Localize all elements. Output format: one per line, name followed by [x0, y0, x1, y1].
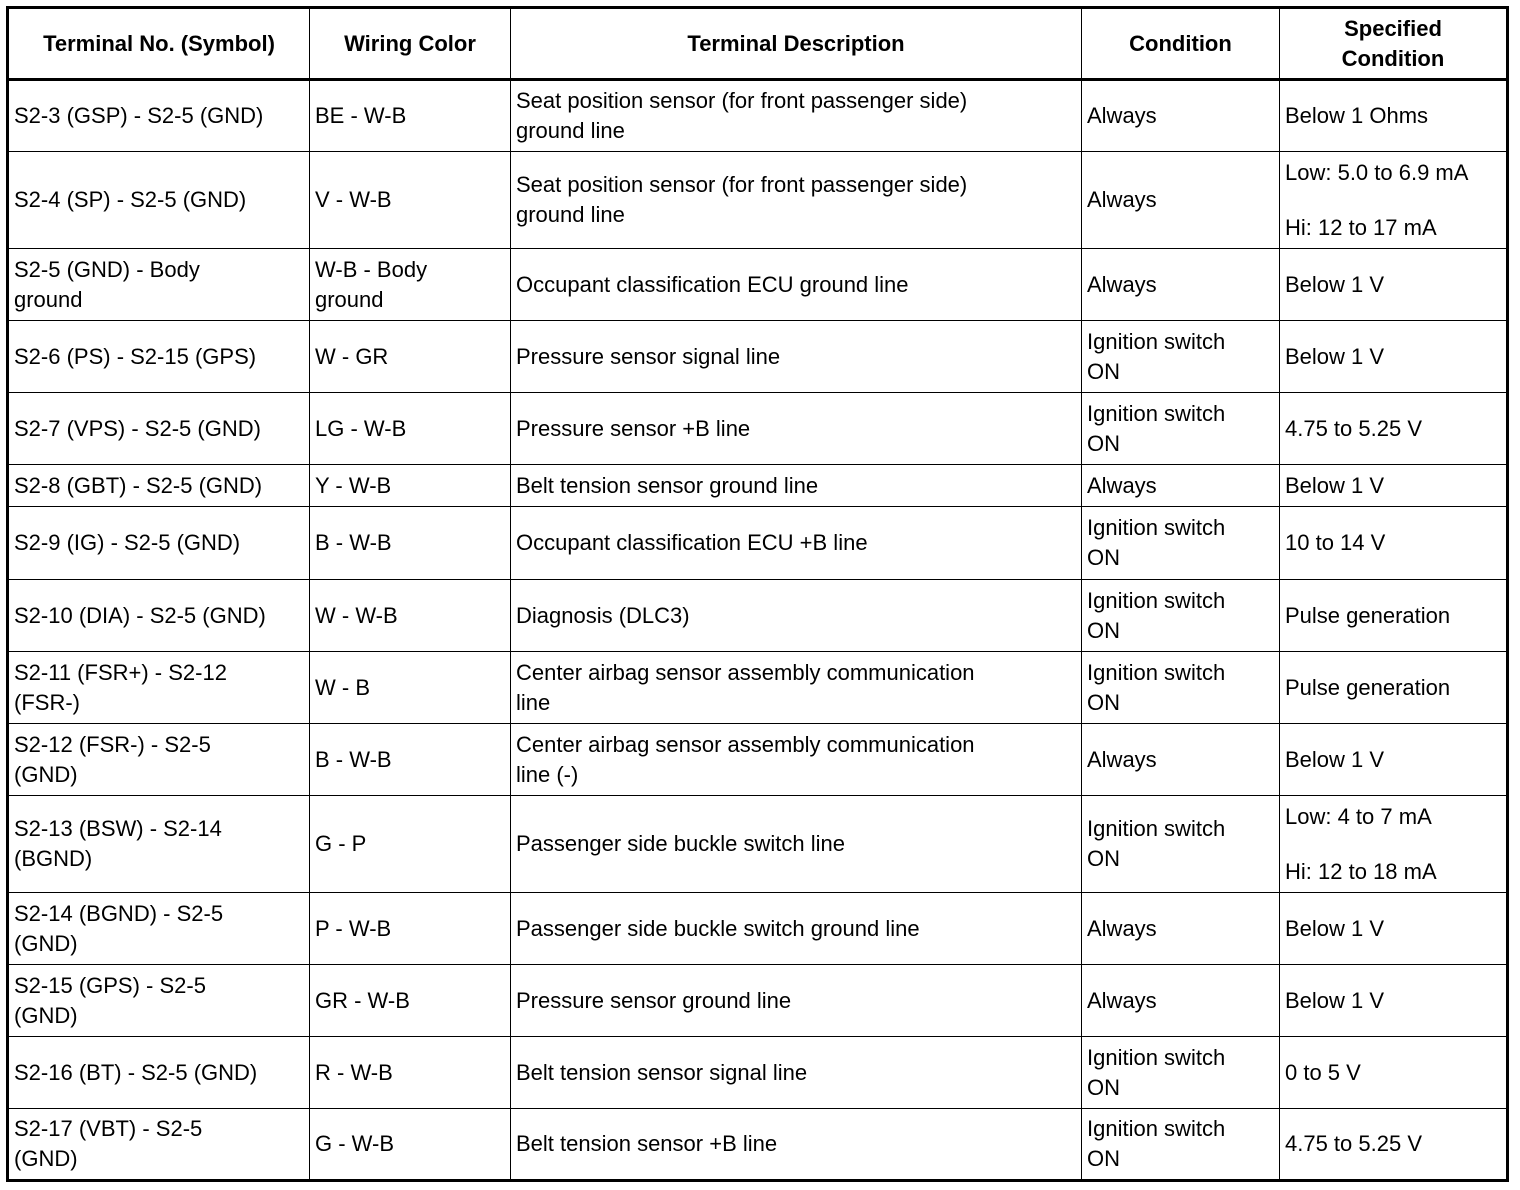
cell-text: Always — [1087, 187, 1157, 212]
cell-text: Below 1 V — [1285, 472, 1385, 498]
cell-text: S2-7 (VPS) - S2-5 (GND) — [14, 415, 261, 441]
cell-wiring-color — [310, 893, 511, 965]
cell-description — [511, 80, 1082, 152]
cell-text: G - W-B — [315, 1131, 395, 1156]
cell-condition — [1082, 893, 1280, 965]
cell-terminal — [8, 465, 310, 507]
header-specified-condition: Specified Condition — [1280, 8, 1508, 80]
cell-text: line — [516, 689, 551, 715]
cell-wiring-color — [310, 652, 511, 724]
table-row — [8, 1109, 1508, 1181]
cell-text: Center airbag sensor assembly communication — [516, 659, 975, 685]
cell-text: Seat position sensor (for front passenger side) — [516, 88, 968, 113]
cell-text: S2-15 (GPS) - S2-5 — [14, 972, 206, 998]
cell-text: Passenger side buckle switch ground line — [516, 915, 920, 941]
cell-text: S2-11 (FSR+) - S2-12 — [14, 659, 227, 685]
cell-text: Ignition switch — [1087, 515, 1226, 540]
cell-wiring-color — [310, 580, 511, 652]
cell-text: Ignition switch — [1087, 816, 1226, 841]
cell-condition — [1082, 580, 1280, 652]
cell-text: Hi: 12 to 18 mA — [1285, 858, 1437, 884]
cell-text: ON — [1087, 689, 1120, 715]
cell-text: Center airbag sensor assembly communication — [516, 731, 975, 757]
table-row — [8, 893, 1508, 965]
cell-text: S2-12 (FSR-) - S2-5 — [14, 731, 211, 757]
cell-wiring-color — [310, 465, 511, 507]
cell-specified-condition — [1280, 1037, 1508, 1109]
cell-text: S2-10 (DIA) - S2-5 (GND) — [14, 602, 266, 628]
cell-text: B - W-B — [315, 746, 392, 772]
cell-text: 10 to 14 V — [1285, 530, 1386, 555]
cell-specified-condition — [1280, 580, 1508, 652]
cell-text: Always — [1087, 987, 1157, 1013]
cell-condition — [1082, 321, 1280, 393]
cell-wiring-color — [310, 80, 511, 152]
cell-text: (GND) — [14, 761, 78, 787]
cell-text: Occupant classification ECU +B line — [516, 530, 868, 555]
cell-condition — [1082, 465, 1280, 507]
cell-description — [511, 1037, 1082, 1109]
table-row — [8, 580, 1508, 652]
table-row — [8, 249, 1508, 321]
cell-wiring-color — [310, 507, 511, 580]
cell-text: ON — [1087, 545, 1120, 570]
cell-text: W-B - Body — [315, 256, 428, 282]
cell-text: S2-16 (BT) - S2-5 (GND) — [14, 1059, 258, 1085]
cell-text: 0 to 5 V — [1285, 1059, 1361, 1085]
cell-text: S2-3 (GSP) - S2-5 (GND) — [14, 103, 264, 128]
cell-wiring-color — [310, 393, 511, 465]
cell-text: (GND) — [14, 930, 78, 956]
cell-text: S2-4 (SP) - S2-5 (GND) — [14, 187, 247, 212]
cell-wiring-color — [310, 1037, 511, 1109]
cell-text: Ignition switch — [1087, 659, 1226, 685]
cell-specified-condition — [1280, 965, 1508, 1037]
cell-specified-condition — [1280, 724, 1508, 796]
cell-text: Always — [1087, 271, 1157, 297]
cell-condition — [1082, 1037, 1280, 1109]
cell-text: Pulse generation — [1285, 674, 1451, 700]
cell-text: S2-8 (GBT) - S2-5 (GND) — [14, 472, 263, 498]
cell-text: Belt tension sensor signal line — [516, 1059, 808, 1085]
cell-text: B - W-B — [315, 530, 392, 555]
cell-description — [511, 796, 1082, 893]
cell-description — [511, 652, 1082, 724]
cell-condition — [1082, 507, 1280, 580]
terminal-spec-table — [6, 6, 1509, 1182]
cell-description — [511, 580, 1082, 652]
cell-text: 4.75 to 5.25 V — [1285, 415, 1422, 441]
cell-text: ground line — [516, 202, 625, 227]
cell-text: Always — [1087, 915, 1157, 941]
cell-specified-condition — [1280, 652, 1508, 724]
cell-text: Hi: 12 to 17 mA — [1285, 214, 1437, 240]
table-row — [8, 465, 1508, 507]
cell-condition — [1082, 965, 1280, 1037]
cell-text: Belt tension sensor ground line — [516, 472, 819, 498]
cell-specified-condition — [1280, 465, 1508, 507]
cell-specified-condition — [1280, 152, 1508, 249]
cell-text: Always — [1087, 472, 1157, 498]
table-row — [8, 965, 1508, 1037]
cell-description — [511, 249, 1082, 321]
cell-text: S2-13 (BSW) - S2-14 — [14, 816, 222, 841]
cell-specified-condition — [1280, 249, 1508, 321]
cell-text: ground — [14, 286, 83, 312]
cell-text: Below 1 V — [1285, 915, 1385, 941]
cell-text: Low: 4 to 7 mA — [1285, 803, 1432, 829]
cell-terminal — [8, 1037, 310, 1109]
cell-text: line (-) — [516, 761, 579, 787]
cell-text: (GND) — [14, 1002, 78, 1028]
cell-description — [511, 965, 1082, 1037]
cell-text: Pulse generation — [1285, 602, 1451, 628]
cell-specified-condition — [1280, 1109, 1508, 1181]
cell-text: S2-9 (IG) - S2-5 (GND) — [14, 530, 241, 555]
cell-wiring-color — [310, 724, 511, 796]
table-row — [8, 152, 1508, 249]
cell-description — [511, 507, 1082, 580]
cell-wiring-color — [310, 796, 511, 893]
cell-description — [511, 321, 1082, 393]
cell-text: Ignition switch — [1087, 328, 1226, 354]
cell-wiring-color — [310, 249, 511, 321]
cell-condition — [1082, 652, 1280, 724]
cell-text: Pressure sensor ground line — [516, 987, 792, 1013]
cell-specified-condition — [1280, 893, 1508, 965]
cell-text: BE - W-B — [315, 103, 407, 128]
cell-text: G - P — [315, 831, 367, 856]
cell-terminal — [8, 321, 310, 393]
cell-terminal — [8, 152, 310, 249]
cell-condition — [1082, 393, 1280, 465]
cell-text: Pressure sensor signal line — [516, 343, 781, 369]
cell-condition — [1082, 80, 1280, 152]
cell-specified-condition — [1280, 507, 1508, 580]
cell-text: W - W-B — [315, 602, 398, 628]
cell-text: Belt tension sensor +B line — [516, 1131, 778, 1156]
cell-wiring-color — [310, 965, 511, 1037]
cell-wiring-color — [310, 152, 511, 249]
table-row — [8, 80, 1508, 152]
table-row — [8, 507, 1508, 580]
cell-text: ON — [1087, 1146, 1120, 1171]
cell-text: GR - W-B — [315, 987, 410, 1013]
cell-specified-condition — [1280, 321, 1508, 393]
cell-text: W - GR — [315, 343, 389, 369]
cell-condition — [1082, 796, 1280, 893]
header-terminal: Terminal No. (Symbol) — [8, 8, 310, 80]
cell-description — [511, 893, 1082, 965]
cell-specified-condition — [1280, 796, 1508, 893]
cell-text: Ignition switch — [1087, 1044, 1226, 1070]
cell-text: Occupant classification ECU ground line — [516, 271, 909, 297]
cell-description — [511, 1109, 1082, 1181]
cell-text: ON — [1087, 846, 1120, 871]
table-row — [8, 652, 1508, 724]
cell-condition — [1082, 1109, 1280, 1181]
cell-text: Below 1 V — [1285, 746, 1385, 772]
cell-text: W - B — [315, 674, 370, 700]
cell-description — [511, 724, 1082, 796]
cell-wiring-color — [310, 321, 511, 393]
cell-text: Always — [1087, 746, 1157, 772]
cell-text: S2-5 (GND) - Body — [14, 256, 200, 282]
cell-text: R - W-B — [315, 1059, 393, 1085]
cell-description — [511, 152, 1082, 249]
cell-text: Below 1 V — [1285, 343, 1385, 369]
cell-text: 4.75 to 5.25 V — [1285, 1131, 1422, 1156]
cell-text: Below 1 V — [1285, 987, 1385, 1013]
cell-text: P - W-B — [315, 915, 392, 941]
header-wiring-color: Wiring Color — [310, 8, 511, 80]
cell-text: Low: 5.0 to 6.9 mA — [1285, 159, 1469, 185]
cell-text: ON — [1087, 1074, 1120, 1100]
cell-text: Pressure sensor +B line — [516, 415, 751, 441]
header-condition: Condition — [1082, 8, 1280, 80]
cell-terminal — [8, 652, 310, 724]
cell-text: ON — [1087, 358, 1120, 384]
header-terminal-description: Terminal Description — [511, 8, 1082, 80]
cell-terminal — [8, 507, 310, 580]
table-row — [8, 1037, 1508, 1109]
cell-specified-condition — [1280, 393, 1508, 465]
cell-text: (GND) — [14, 1146, 78, 1171]
cell-condition — [1082, 724, 1280, 796]
cell-terminal — [8, 893, 310, 965]
cell-terminal — [8, 393, 310, 465]
cell-terminal — [8, 249, 310, 321]
cell-condition — [1082, 152, 1280, 249]
cell-text: ground line — [516, 118, 625, 143]
cell-text: S2-17 (VBT) - S2-5 — [14, 1116, 203, 1141]
cell-text: Below 1 V — [1285, 271, 1385, 297]
cell-text: ON — [1087, 430, 1120, 456]
table-row — [8, 393, 1508, 465]
cell-text: Y - W-B — [315, 472, 392, 498]
cell-description — [511, 393, 1082, 465]
cell-condition — [1082, 249, 1280, 321]
cell-text: S2-6 (PS) - S2-15 (GPS) — [14, 343, 257, 369]
cell-terminal — [8, 796, 310, 893]
cell-text: Diagnosis (DLC3) — [516, 602, 690, 628]
cell-text: Always — [1087, 103, 1157, 128]
cell-text: Ignition switch — [1087, 400, 1226, 426]
cell-description — [511, 465, 1082, 507]
cell-terminal — [8, 724, 310, 796]
table-row — [8, 321, 1508, 393]
cell-wiring-color — [310, 1109, 511, 1181]
header-row — [8, 8, 1508, 80]
cell-terminal — [8, 965, 310, 1037]
cell-terminal — [8, 580, 310, 652]
cell-text: V - W-B — [315, 187, 392, 212]
cell-text: Seat position sensor (for front passenger side) — [516, 172, 968, 197]
table-row — [8, 796, 1508, 893]
cell-text: S2-14 (BGND) - S2-5 — [14, 900, 224, 926]
cell-text: LG - W-B — [315, 415, 407, 441]
cell-text: (FSR-) — [14, 689, 80, 715]
cell-text: Below 1 Ohms — [1285, 103, 1429, 128]
cell-text: Passenger side buckle switch line — [516, 831, 845, 856]
cell-text: (BGND) — [14, 846, 93, 871]
cell-text: ON — [1087, 617, 1120, 643]
cell-terminal — [8, 80, 310, 152]
cell-text: ground — [315, 286, 384, 312]
table-row — [8, 724, 1508, 796]
table-body — [8, 80, 1508, 1181]
cell-text: Ignition switch — [1087, 587, 1226, 613]
cell-text: Ignition switch — [1087, 1116, 1226, 1141]
cell-terminal — [8, 1109, 310, 1181]
cell-specified-condition — [1280, 80, 1508, 152]
